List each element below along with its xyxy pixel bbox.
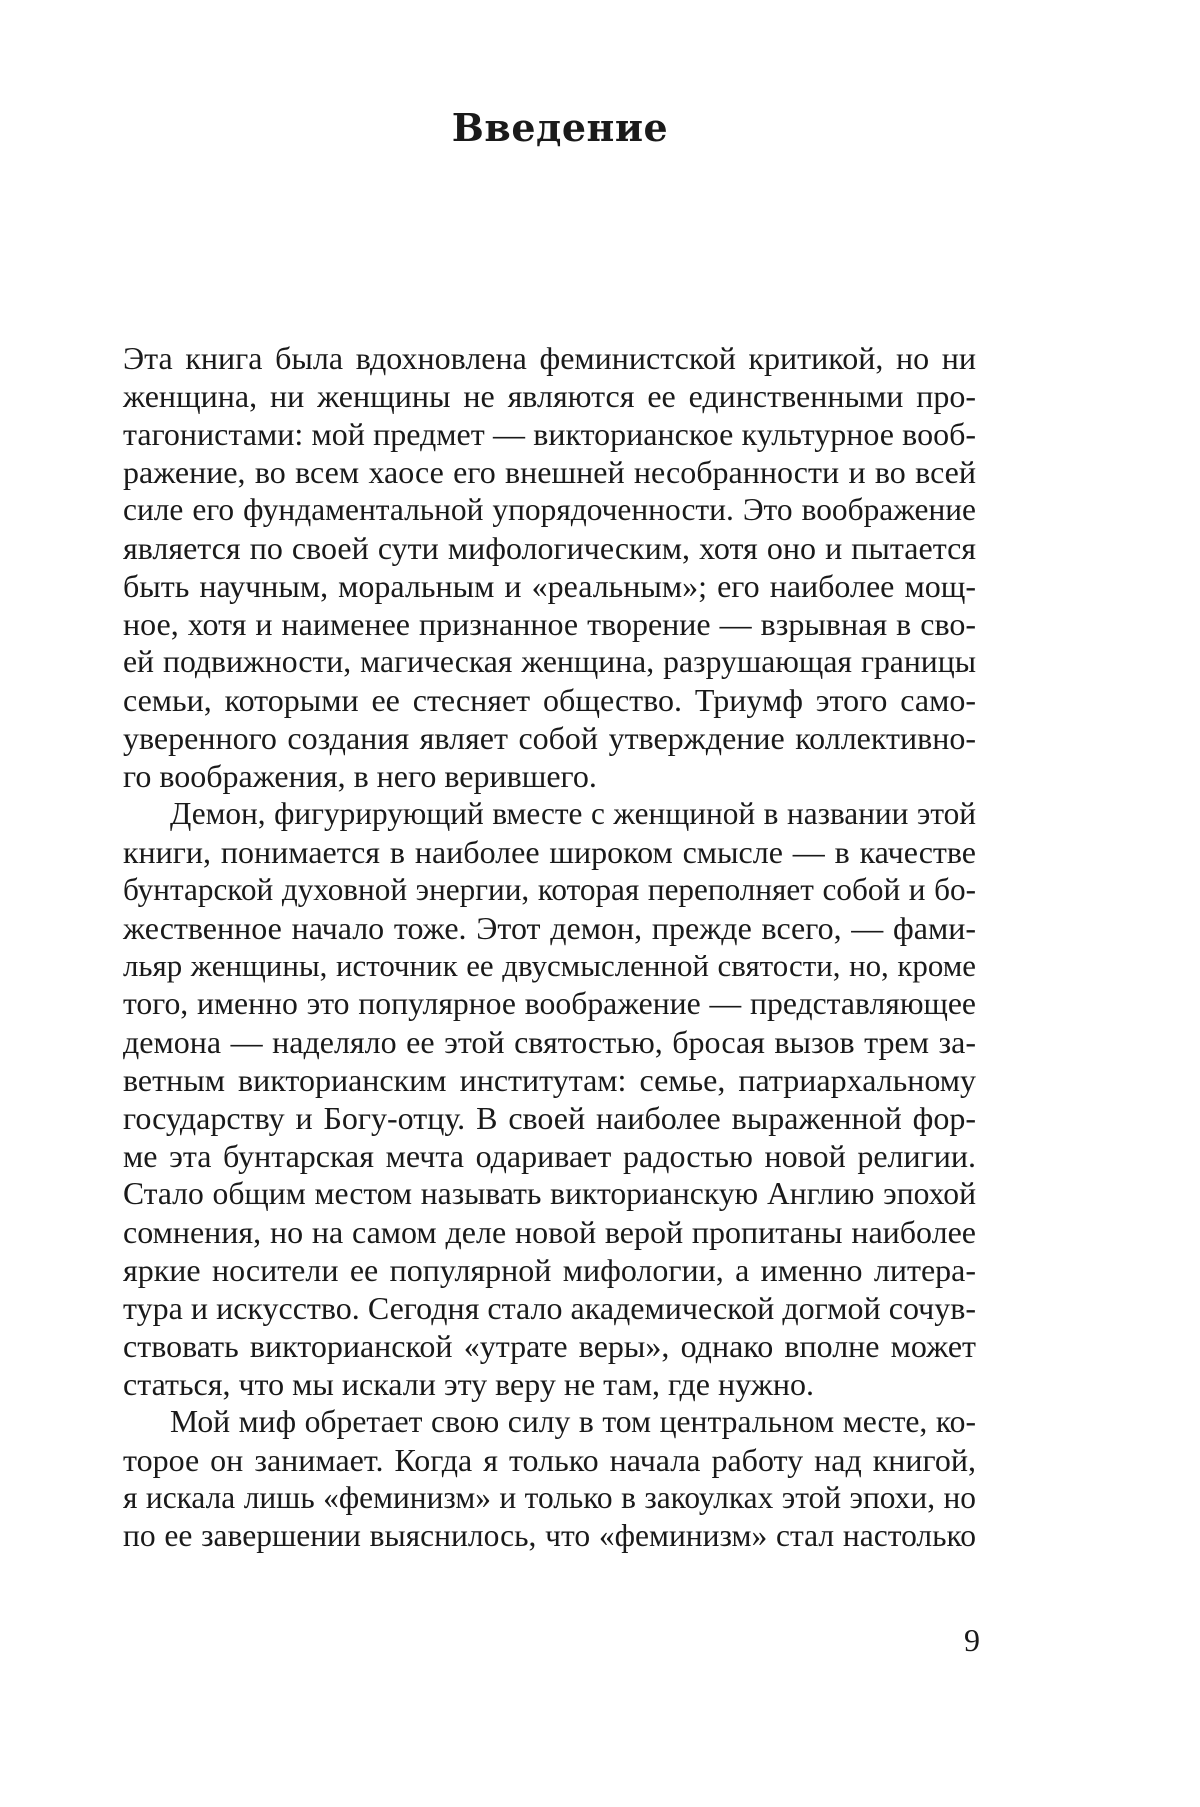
text-line: быть научным, моральным и «реальным»; его наиболее мощ-	[123, 568, 976, 604]
text-line: Стало общим местом называть викторианскую Англию эпохой	[123, 1176, 976, 1211]
text-line: го воображения, в него верившего.	[123, 758, 597, 794]
text-line: семьи, которыми ее стесняет общество. Триумф этого само-	[123, 682, 976, 718]
text-line: Эта книга была вдохновлена феминистской критикой, но ни	[123, 340, 976, 376]
text-line: Демон, фигурирующий вместе с женщиной в названии этой	[170, 796, 976, 831]
text-line: ей подвижности, магическая женщина, разрушающая границы	[123, 644, 976, 679]
text-line: женщина, ни женщины не являются ее единственными про-	[123, 378, 976, 414]
text-line: тагонистами: мой предмет — викторианское культурное вооб-	[123, 416, 976, 452]
text-line: ражение, во всем хаосе его внешней несобранности и во всей	[123, 454, 976, 490]
text-line: того, именно это популярное воображение — представляющее	[123, 986, 976, 1021]
text-line: ветным викторианским институтам: семье, патриархальному	[123, 1062, 976, 1098]
chapter-title-text: Введение	[451, 105, 669, 150]
text-line: жественное начало тоже. Этот демон, прежде всего, — фами-	[123, 910, 976, 946]
text-line: я искала лишь «феминизм» и только в закоулках этой эпохи, но	[123, 1480, 976, 1515]
text-line: является по своей сути мифологическим, хотя оно и пытается	[123, 530, 976, 566]
text-line: государству и Богу-отцу. В своей наиболее выраженной фор-	[123, 1100, 976, 1136]
text-line: бунтарской духовной энергии, которая переполняет собой и бо-	[123, 872, 976, 907]
text-line: уверенного создания являет собой утверждение коллективно-	[123, 720, 976, 756]
text-line: Мой миф обретает свою силу в том центральном месте, ко-	[170, 1404, 976, 1439]
text-line: демона — наделяло ее этой святостью, бросая вызов трем за-	[123, 1024, 976, 1060]
chapter-title	[0, 104, 1200, 152]
text-line: льяр женщины, источник ее двусмысленной святости, но, кроме	[123, 948, 976, 983]
text-line: силе его фундаментальной упорядоченности. Это воображение	[123, 492, 976, 527]
text-line: ствовать викторианской «утрате веры», однако вполне может	[123, 1328, 976, 1364]
text-line: по ее завершении выяснилось, что «феминизм» стал настолько	[123, 1518, 976, 1553]
text-line: яркие носители ее популярной мифологии, а именно литера-	[123, 1252, 976, 1288]
text-line: книги, понимается в наиболее широком смысле — в качестве	[123, 834, 976, 870]
page-number: 9	[964, 1622, 980, 1658]
text-line: статься, что мы искали эту веру не там, где нужно.	[123, 1366, 814, 1402]
text-line: ме эта бунтарская мечта одаривает радостью новой религии.	[123, 1138, 976, 1174]
text-line: ное, хотя и наименее признанное творение — взрывная в сво-	[123, 606, 976, 642]
text-line: сомнения, но на самом деле новой верой пропитаны наиболее	[123, 1214, 976, 1250]
text-line: торое он занимает. Когда я только начала работу над книгой,	[123, 1442, 976, 1478]
text-line: тура и искусство. Сегодня стало академической догмой сочув-	[123, 1290, 976, 1326]
